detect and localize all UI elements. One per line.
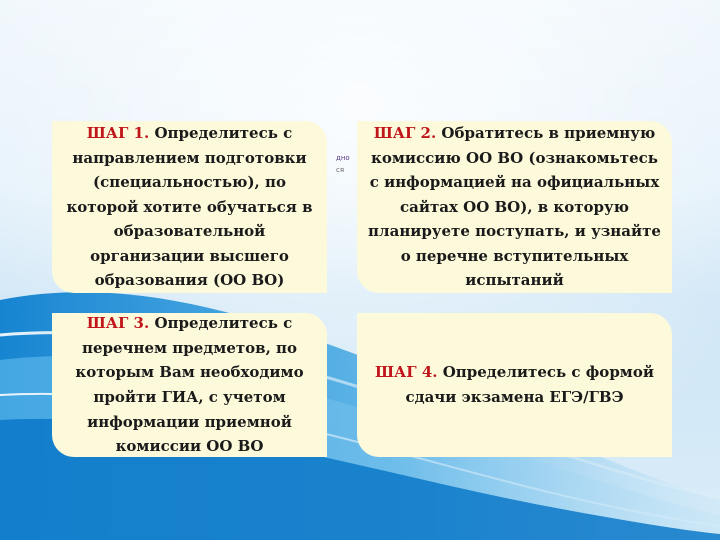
step-1-label: ШАГ 1. xyxy=(86,123,150,142)
step-4-card xyxy=(357,313,672,457)
background-fragment-2: ся xyxy=(336,166,345,174)
step-2-label: ШАГ 2. xyxy=(373,123,437,142)
background-fragment-1: дно xyxy=(336,154,350,162)
step-2-content xyxy=(367,121,662,293)
step-3-content xyxy=(62,311,317,459)
step-1-content xyxy=(62,121,317,293)
step-1-text: Определитесь с направлением подготовки (специальностью), по которой хотите обучаться в образовательной организации высшего образования (ОО ВО) xyxy=(66,123,313,290)
step-2-card xyxy=(357,121,672,293)
step-3-text: Определитесь с перечнем предметов, по которым Вам необходимо пройти ГИА, с учетом информации приемной комиссии ОО ВО xyxy=(75,314,304,456)
step-4-label: ШАГ 4. xyxy=(375,363,438,382)
step-4-text: Определитесь с формой сдачи экзамена ЕГЭ/ГВЭ xyxy=(405,363,654,406)
step-1-card xyxy=(52,121,327,293)
step-3-card xyxy=(52,313,327,457)
step-4-content xyxy=(367,360,662,409)
step-2-text: Обратитесь в приемную комиссию ОО ВО (ознакомьтесь с информацией на официальных сайтах ОО ВО), в которую планируете поступать, и узнайте о перечне вступительных испытаний xyxy=(368,123,661,290)
step-3-label: ШАГ 3. xyxy=(86,314,150,333)
